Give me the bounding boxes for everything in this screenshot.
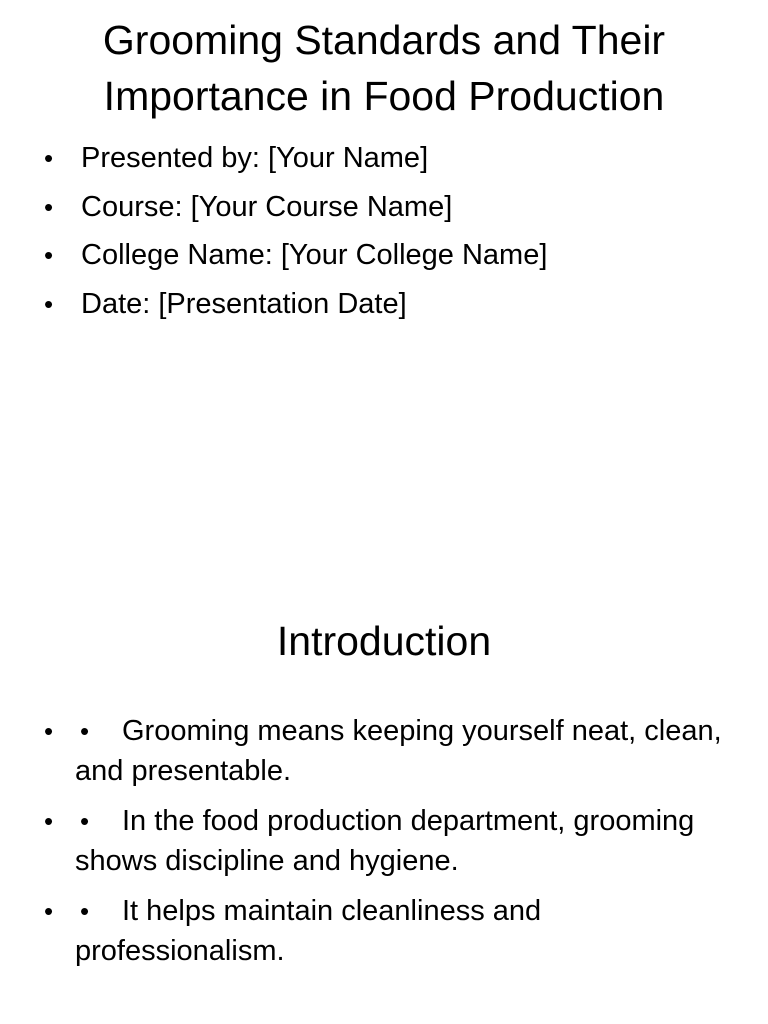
inner-bullet-icon: • [80, 716, 90, 746]
bullet-icon: • [44, 288, 54, 319]
bullet-icon: • [44, 806, 54, 836]
introduction-slide [0, 512, 768, 1024]
inner-bullet-icon: • [80, 896, 90, 926]
list-item [44, 231, 744, 280]
title-line-2: Importance in Food Production [103, 73, 665, 119]
bullet-icon: • [44, 240, 54, 270]
list-item-text: Date: [Presentation Date] [81, 287, 407, 320]
details-list [44, 134, 744, 328]
list-item [44, 711, 734, 791]
introduction-list [44, 711, 734, 981]
slide-title [0, 12, 768, 124]
list-item-text: Grooming means keeping yourself neat, clean, and presentable. [75, 715, 722, 787]
list-item-text: College Name: [Your College Name] [81, 239, 548, 271]
bullet-icon: • [44, 191, 54, 222]
bullet-icon: • [44, 143, 54, 173]
list-item-text: Presented by: [Your Name] [81, 142, 429, 174]
slide-title: Introduction [276, 618, 492, 664]
title-line-1: Grooming Standards and Their [102, 17, 666, 63]
list-item [44, 891, 734, 971]
list-item [44, 183, 744, 232]
list-item [44, 280, 744, 329]
list-item [44, 801, 734, 881]
bullet-icon: • [44, 896, 54, 926]
list-item-text: In the food production department, grooming shows discipline and hygiene. [75, 805, 695, 877]
list-item [44, 134, 744, 183]
list-item-text: Course: [Your Course Name] [81, 190, 453, 223]
bullet-icon: • [44, 716, 54, 746]
inner-bullet-icon: • [80, 806, 90, 836]
list-item-text: It helps maintain cleanliness and professionalism. [75, 895, 542, 967]
